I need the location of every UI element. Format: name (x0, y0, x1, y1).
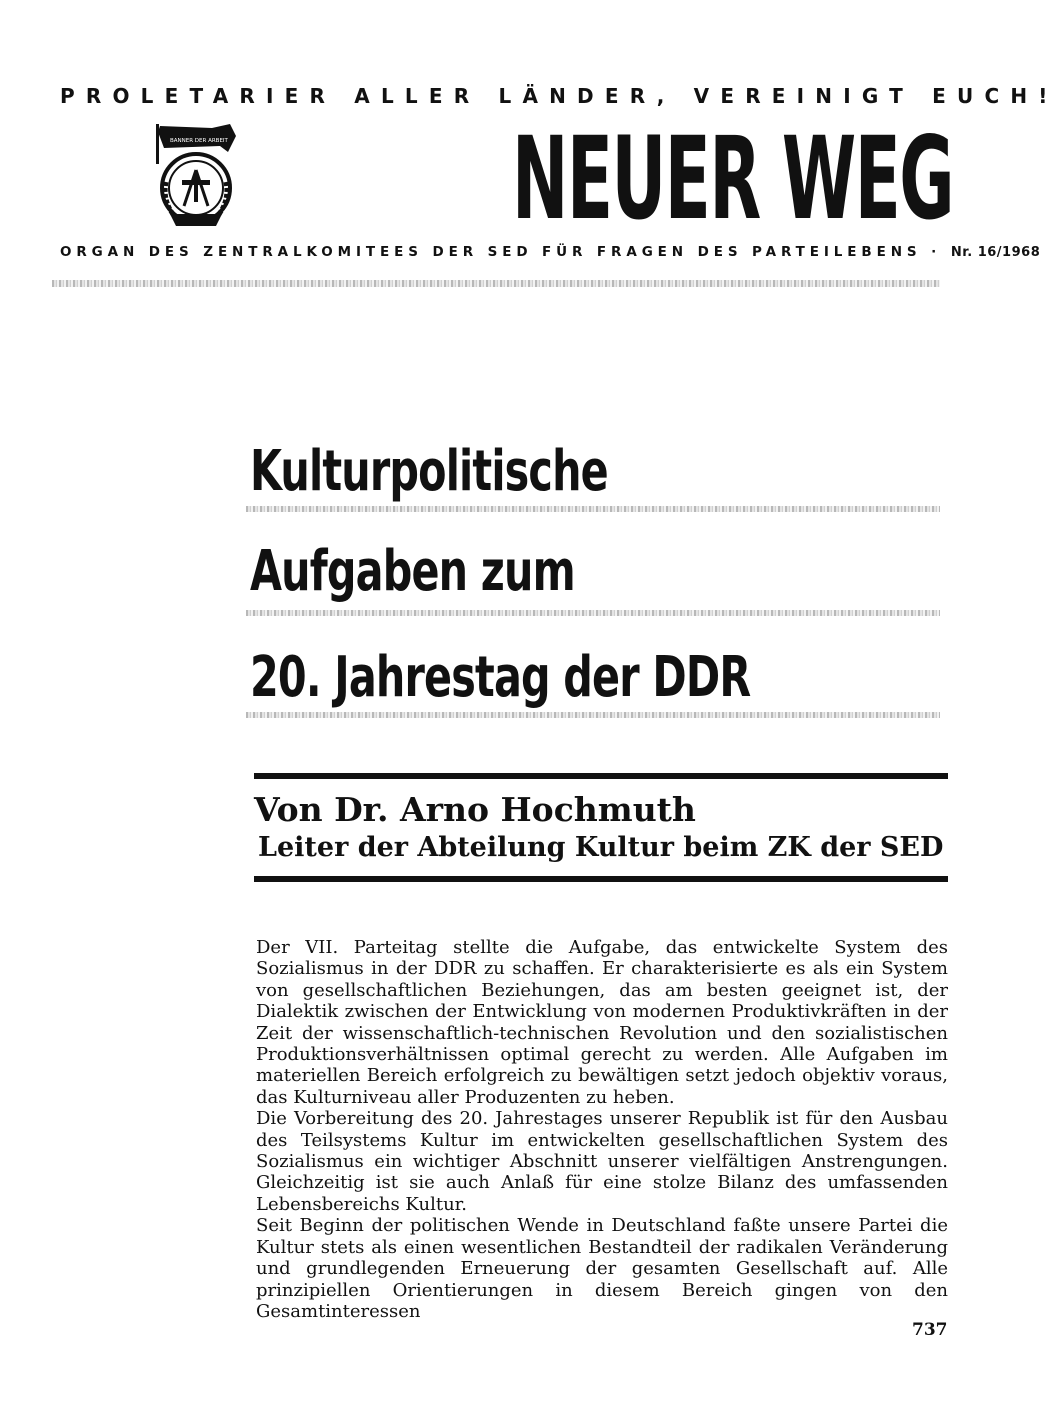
organ-separator: · (931, 244, 942, 260)
headline-line-1: Kulturpolitische (250, 439, 608, 504)
author-role: Leiter der Abteilung Kultur beim ZK der SED (258, 832, 944, 863)
masthead-divider (52, 280, 940, 287)
page-number: 737 (912, 1320, 948, 1340)
paragraph: Der VII. Parteitag stellte die Aufgabe, das entwickelte System des Sozialismus in der DDR zu schaffen. Er charakterisierte es als ein System von gesellschaftlichen Beziehungen, das am besten geeignet ist, der Dialektik zwischen der Entwicklung von modernen Produktivkräften in der Zeit der wissenschaftlich-technischen Revolution und den sozialistischen Produktionsverhältnissen optimal gerecht zu werden. Alle Aufgaben im materiellen Bereich erfolgreich zu bewältigen setzt jedoch objektiv voraus, das Kulturniveau aller Produzenten zu heben. (256, 937, 948, 1108)
issue-number: Nr. 16/1968 (950, 245, 1041, 260)
byline-rule-bottom (254, 876, 948, 882)
masthead-title: NEUER WEG (512, 111, 954, 246)
masthead-slogan: PROLETARIER ALLER LÄNDER, VEREINIGT EUCH! (60, 84, 1059, 108)
paragraph: Seit Beginn der politischen Wende in Deutschland faßte unsere Partei die Kultur stets als einen wesentlichen Bestandteil der radikalen Veränderung und grundlegenden Erneuerung der gesamten Gesellschaft auf. Alle prinzipiellen Orientierungen in diesem Bereich gingen von den Gesamtinteressen (256, 1215, 948, 1322)
party-banner-emblem-icon (150, 122, 242, 232)
masthead-organ-line (60, 244, 1041, 260)
headline-rule-2 (246, 610, 940, 616)
headline-line-3: 20. Jahrestag der DDR (250, 645, 751, 710)
byline-rule-top (254, 773, 948, 779)
paragraph: Die Vorbereitung des 20. Jahrestages unserer Republik ist für den Ausbau des Teilsystems Kultur im entwickelten gesellschaftlichen System des Sozialismus ein wichtiger Abschnitt unserer vielfältigen Anstrengungen. Gleichzeitig ist sie auch Anlaß für eine stolze Bilanz des umfassenden Lebensbereichs Kultur. (256, 1108, 948, 1215)
author-name: Von Dr. Arno Hochmuth (254, 790, 696, 829)
emblem-banner-text: BANNER DER ARBEIT (170, 138, 228, 144)
headline-line-2: Aufgaben zum (250, 539, 575, 604)
headline-rule-1 (246, 506, 940, 512)
headline-rule-3 (246, 712, 940, 718)
article-body (256, 937, 948, 1322)
organ-text: ORGAN DES ZENTRALKOMITEES DER SED FÜR FRAGEN DES PARTEILEBENS (60, 244, 922, 260)
